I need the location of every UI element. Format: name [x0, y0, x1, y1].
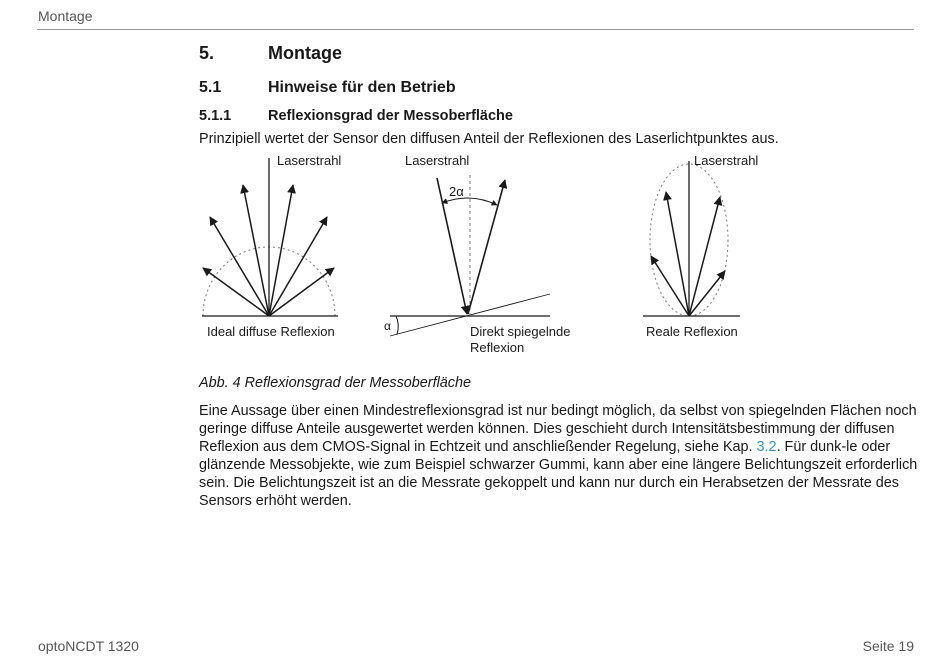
- running-header-title: Montage: [38, 8, 93, 24]
- panel-specular: [384, 153, 570, 355]
- panel-real: [643, 153, 758, 339]
- real-reflection-arrows: [651, 192, 725, 316]
- intro-text: Prinzipiell wertet der Sensor den diffusen Anteil der Reflexionen des Laserlichtpunktes aus.: [199, 131, 779, 147]
- reflected-beam-arrow: [468, 180, 505, 314]
- heading-2-title: Hinweise für den Betrieb: [268, 79, 456, 96]
- paragraph-text-before-link: Eine Aussage über einen Mindestreflexionsgrad ist nur bedingt möglich, da selbst von spiegelnden Flächen noch geringe diffuse Anteile ausgewertet werden können. Dies geschieht durch Intensitätsbestimmung der diffusen Reflexion aus dem CMOS-Signal in Echtzeit und anschließender Regelung, siehe Kap.: [199, 403, 917, 455]
- figure-caption: Abb. 4 Reflexionsgrad der Messoberfläche: [199, 375, 471, 391]
- paragraph-text-after-link: . Für dunk-le oder glänzende Messobjekte, wie zum Beispiel schwarzer Gummi, kann aber eine längere Belichtungszeit erforderlich sein. Die Belichtungszeit ist an die Messrate gekoppelt und kann nur durch ein Herabsetzen der Messrate des Sensors erhöht werden.: [199, 439, 918, 509]
- panel-caption-line1: Direkt spiegelnde: [470, 324, 571, 339]
- heading-3-title: Reflexionsgrad der Messoberfläche: [268, 108, 513, 124]
- angle-arc-alpha: [396, 316, 398, 334]
- panel-caption-line2: Reflexion: [470, 340, 525, 355]
- angle-label-alpha: α: [384, 319, 391, 333]
- heading-3-number: 5.1.1: [199, 108, 232, 124]
- heading-1-number: 5.: [199, 43, 215, 63]
- footer-product-name: optoNCDT 1320: [38, 638, 139, 654]
- panel-caption: Reale Reflexion: [646, 324, 738, 339]
- laser-beam-label: Laserstrahl: [277, 153, 342, 168]
- footer-page-number: Seite 19: [862, 638, 914, 654]
- laser-beam-label: Laserstrahl: [405, 153, 470, 168]
- panel-caption: Ideal diffuse Reflexion: [207, 324, 335, 339]
- body-paragraph: [199, 402, 919, 510]
- laser-beam-label: Laserstrahl: [694, 153, 759, 168]
- angle-label-2alpha: 2α: [449, 184, 464, 199]
- heading-2-number: 5.1: [199, 79, 222, 96]
- heading-1-title: Montage: [268, 43, 342, 63]
- chapter-link[interactable]: 3.2: [756, 439, 777, 455]
- panel-ideal-diffuse: [202, 153, 341, 339]
